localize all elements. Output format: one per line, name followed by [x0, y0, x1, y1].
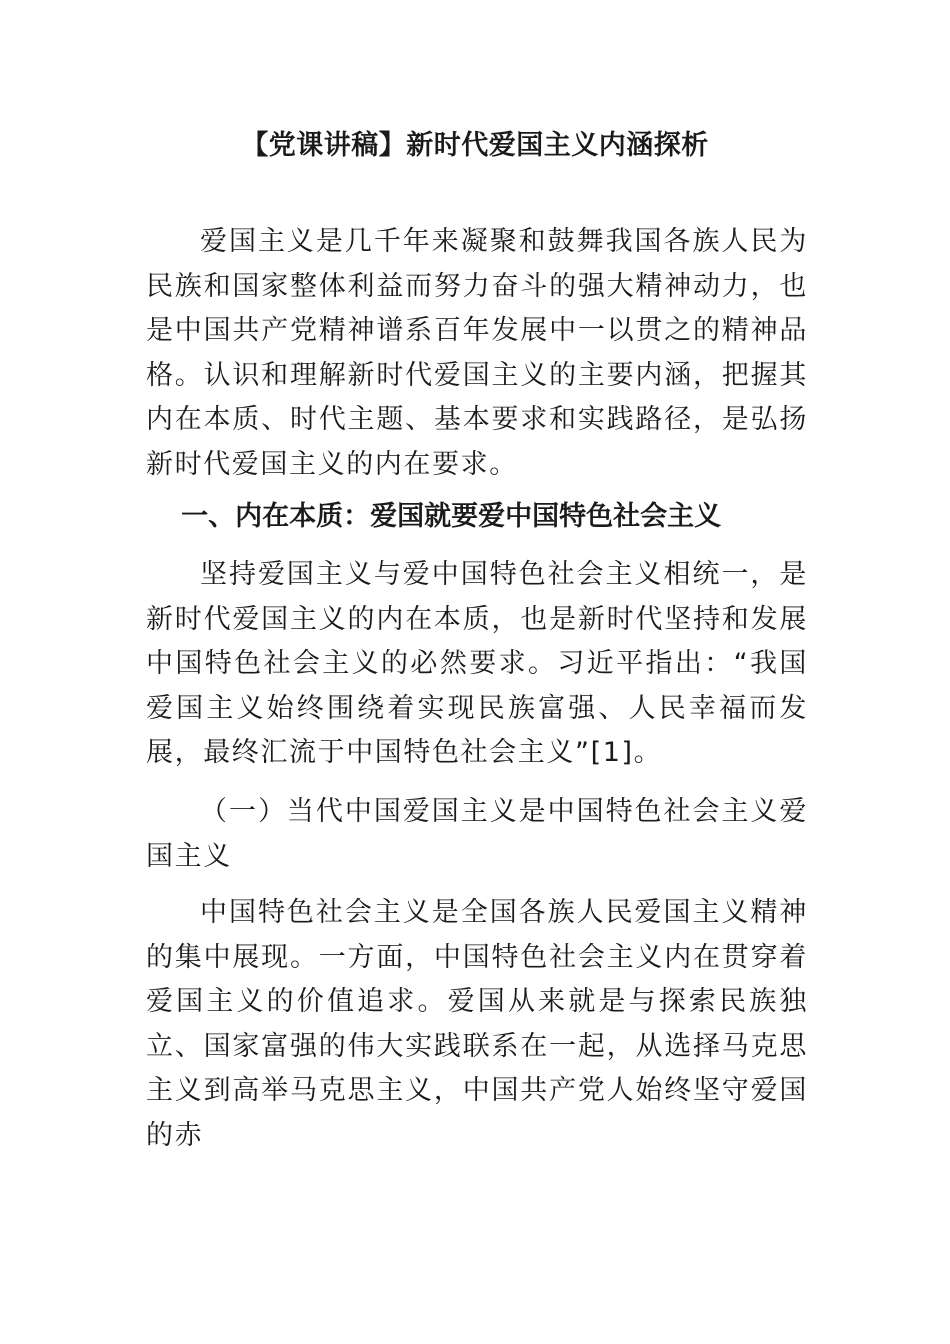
subsection-1-paragraph: 中国特色社会主义是全国各族人民爱国主义精神的集中展现。一方面，中国特色社会主义内在贯穿着爱国主义的价值追求。爱国从来就是与探索民族独立、国家富强的伟大实践联系在一起，从选择马克思主义到高举马克思主义，中国共产党人始终坚守爱国的赤	[146, 897, 808, 1151]
section-1-paragraph: 坚持爱国主义与爱中国特色社会主义相统一，是新时代爱国主义的内在本质，也是新时代坚持和发展中国特色社会主义的必然要求。习近平指出：“我国爱国主义始终围绕着实现民族富强、人民幸福而发展，最终汇流于中国特色社会主义”[1]。	[146, 559, 808, 768]
section-heading-1: 一、内在本质：爱国就要爱中国特色社会主义	[181, 501, 722, 532]
subsection-heading-1: （一）当代中国爱国主义是中国特色社会主义爱国主义	[146, 796, 808, 872]
intro-paragraph: 爱国主义是几千年来凝聚和鼓舞我国各族人民为民族和国家整体利益而努力奋斗的强大精神动力，也是中国共产党精神谱系百年发展中一以贯之的精神品格。认识和理解新时代爱国主义的主要内涵，把握其内在本质、时代主题、基本要求和实践路径，是弘扬新时代爱国主义的内在要求。	[146, 226, 808, 480]
document-title: 【党课讲稿】新时代爱国主义内涵探析	[241, 130, 709, 161]
